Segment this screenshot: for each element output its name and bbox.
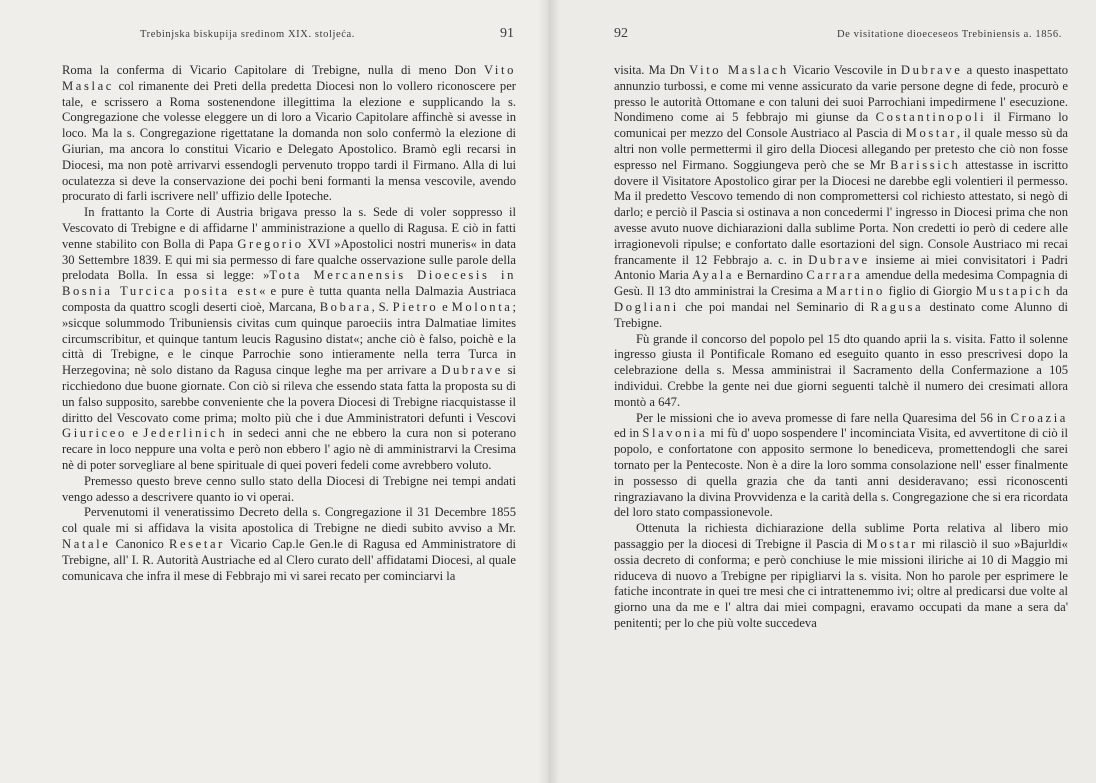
spaced-name: Slavonia xyxy=(642,426,708,441)
text-run: si ricchiedono due buone giornate. Con ciò si rileva che essendo stata fatta la proposta su di un falso supposito, sarebbe conveniente che la povera Diocesi di Trebigne riacquistasse il diritto del Vescovato come prima; molto più che i due Amministratori defunti i Vescovi xyxy=(62,363,516,425)
text-run: ed in xyxy=(614,426,643,441)
left-running-head xyxy=(62,26,516,48)
spaced-name: Dubrave xyxy=(808,252,870,267)
text-run: figlio di Giorgio xyxy=(884,284,976,299)
text-run: e xyxy=(126,426,144,441)
text-run: Fù grande il concorso del popolo pel 15 dto quando aprii la s. visita. Fatto il solenne ingresso giusta il Pontificale Romano ed eseguito quanto in esso prescrivesi dopo la celebrazione della s. Messa amministrai il Sacramento della Confermazione a 105 individui. Crebbe la gente nei due giorni seguenti talchè il numero dei cresimati allora montò a 647. xyxy=(614,331,1068,409)
text-run: amendue della medesima Compagnia di Gesù. Il 13 dto amministrai la Cresima a xyxy=(614,268,1068,299)
paragraph xyxy=(62,205,516,474)
paragraph xyxy=(62,63,516,205)
text-run: Per le missioni che io aveva promesse di fare nella Quaresima del 56 in xyxy=(636,410,1011,425)
text-run: mi fù d' uopo sospendere l' incominciata Visita, ed avvertitone di ciò il popolo, e confortatone con apposito sermone lo benediceva, promettendogli che sarei tornato per la Pentecoste. Non è a dire la loro somma consolazione nell' esser finalmente in possesso di quella grazia che da tanti anni desideravano; essi riconoscenti ringraziavano la divina Provvidenza e la carità della s. Congregazione che si era ricordata del loro stato compassionevole. xyxy=(614,426,1068,520)
text-run: e xyxy=(438,299,452,314)
left-body-text xyxy=(62,63,516,584)
right-running-title: De visitatione dioeceseos Trebiniensis a. 1856. xyxy=(836,29,1062,40)
text-run: il Firmano lo comunicai per mezzo del Console Austriaco al Pascia di xyxy=(614,110,1068,141)
spaced-name: Croazia xyxy=(1010,410,1068,425)
paragraph xyxy=(614,332,1068,411)
spaced-name: Dubrave xyxy=(441,363,503,378)
text-run: « e pure è tutta quanta nella Dalmazia Austriaca composta da quattro scogli deserti cioè, Marcana, xyxy=(62,284,516,314)
left-page-number: 91 xyxy=(500,26,514,41)
spaced-name: Costantinopoli xyxy=(875,110,987,125)
spaced-name: Tota Mercanensis Dioecesis in Bosnia Turcica posita est xyxy=(62,268,516,299)
spaced-name: Ragusa xyxy=(870,299,924,314)
text-run: destinato come Alunno di Trebigne. xyxy=(614,299,1068,330)
spaced-name: Mostar xyxy=(905,126,957,141)
paragraph xyxy=(614,521,1068,632)
text-run: insieme ai miei convisitatori i Padri Antonio Maria xyxy=(614,252,1068,283)
text-run: Vicario Cap.le Gen.le di Ragusa ed Amministratore di Trebigne, all' I. R. Autorità Austriache ed al Clero curato dell' affidatami Diocesi, al quale comunicava che infra il mese di Febbrajo mi vi sarei recato per cominciarvi la xyxy=(62,536,516,583)
spaced-name: Mustapich xyxy=(975,284,1053,299)
text-run: a questo inaspettato annunzio turbossi, e come mi venne assicurato da varie persone degne di fede, procurò e presso le autorità Ottomane e con taluni dei suoi Parrochiani impedirmene l' esecuzione. Nondimeno come ai 5 febbrajo mi giunse da xyxy=(614,63,1068,125)
spaced-name: Dogliani xyxy=(614,299,679,314)
spaced-name: Dubrave xyxy=(900,63,963,77)
spaced-name: Martino xyxy=(826,284,885,299)
right-body-text xyxy=(614,63,1068,632)
spaced-name: Carrara xyxy=(806,268,863,283)
spaced-name: Jederlinich xyxy=(143,426,228,441)
paragraph xyxy=(62,505,516,584)
text-run: ; »sicque solummodo Tribuniensis civitas cum quinque paroeciis intra Dalmatiae limites circumscribitur, et quinque tantum leucis Ragusino distat«; anche ciò è falso, poichè e la città di Trebigne, e le cinque Parrochie sono intieramente nella terra Turca in Herzegovina; nè solo distano da Ragusa cinque leghe ma per arrivare a xyxy=(62,299,516,378)
text-run: che poi mandai nel Seminario di xyxy=(678,299,871,314)
text-run: In frattanto la Corte di Austria brigava presso la s. Sede di voler soppresso il Vescovato di Trebigne e di affidarne l' amministrazione a quello di Ragusa. E ciò in fatti venne stabilito con Bolla di Papa xyxy=(62,205,516,251)
spaced-name: Barissich xyxy=(890,157,961,172)
text-run: Roma la conferma di Vicario Capitolare di Trebigne, nulla di meno Don xyxy=(62,63,484,77)
text-run: , il quale messo sù da altri non volle permettermi il giro della Diocesi allegando per pretesto che ciò non fosse espresso nel Firmano. Soggiungeva però che se Mr xyxy=(614,126,1068,172)
spaced-name: Mostar xyxy=(866,536,918,551)
text-run: XVI »Apostolici nostri muneris« in data 30 Settembre 1839. E qui mi sia permesso di fare qualche osservazione sulle parole della prelodata Bolla. In essa si legge: » xyxy=(62,236,516,283)
spaced-name: Vito Maslach xyxy=(689,63,789,77)
text-run: , S. xyxy=(371,299,393,314)
left-running-title: Trebinjska biskupija sredinom XIX. stoljeća. xyxy=(140,29,355,40)
spaced-name: Pietro xyxy=(392,299,439,314)
right-page xyxy=(548,0,1096,783)
text-run: Pervenutomi il veneratissimo Decreto della s. Congregazione il 31 Decembre 1855 col quale mi si affidava la visita apostolica di Trebigne ne diedi subito avviso a Mr. xyxy=(62,505,516,536)
paragraph xyxy=(614,63,1068,332)
text-run: Premesso questo breve cenno sullo stato della Diocesi di Trebigne nei tempi andati vengo adesso a descrivere quanto io vi operai. xyxy=(62,473,516,504)
text-run: Ottenuta la richiesta dichiarazione della sublime Porta relativa al libero mio passaggio per la diocesi di Trebigne il Pascia di xyxy=(614,521,1068,551)
text-run: attestasse in iscritto dovere il Visitatore Apostolico girar per la Diocesi ne darebbe egli volentieri il permesso. Ma il predetto Vescovo temendo di non compromettersi col richiesto attestato, si negò di darlo; e perciò il Pascia si ostinava a non concedermi l' ingresso in Diocesi prima che non avesse avuto nuove dichiarazioni dalla sublime Porta. Non credetti io però di cedere alle irragionevoli ripulse; e confortato dalle esortazioni del sign. Console Austriaco mi recai francamente il 12 Febbrajo a. c. in xyxy=(614,157,1068,267)
right-running-head xyxy=(614,26,1068,48)
spaced-name: Resetar xyxy=(168,536,225,551)
text-run: da xyxy=(1052,284,1068,299)
text-run: Vicario Vescovile in xyxy=(788,63,901,77)
spaced-name: Giuriceo xyxy=(62,426,127,441)
text-run: mi rilasciò il suo »Bajurldi« ossia decreto di conforma; e però conchiuse le mie missioni iliriche ai 10 di Maggio mi riduceva di nuovo a Trebigne per ripigliarvi la s. visita. Non ho parole per esprimere le fatiche incontrate in quei tre mesi che ci intrattenemmo ivi; oltre al predicarsi due volte al giorno una da me e l' altra dai miei compagni, eravamo occupati da mane a sera da' penitenti; per lo che più volte succedeva xyxy=(614,536,1068,630)
spaced-name: Gregorio xyxy=(237,236,304,251)
text-run: col rimanente dei Preti della predetta Diocesi non lo vollero riconoscere per tale, e scrissero a Roma sostenendone illegittima la elezione e supplicando la s. Congregazione che volesse eleggere un di loro a Vicario Capitolare affinchè si avesse in loco. Ma la s. Congregazione rigettatane la domanda non solo confermò la elezione di Giurian, ma ancora lo constitui Vicario e Delegato Apostolico. Bramò egli recarsi in Diocesi, ma non potè arrivarvi essendogli pervenuto troppo tardi il Firmano. Alla di lui oculatezza si deve la conservazione dei pochi beni formanti la mensa vescovile, avendo procurato di farli iscrivere nell' uffizio delle Ipoteche. xyxy=(62,78,516,204)
spaced-name: Ayala xyxy=(692,268,735,283)
spaced-name: Natale xyxy=(62,536,111,551)
spaced-name: Bobara xyxy=(319,299,372,314)
text-run: visita. Ma Dn xyxy=(614,63,690,77)
right-page-number: 92 xyxy=(614,26,628,41)
text-run: e Bernardino xyxy=(734,268,807,283)
spaced-name: Molonta xyxy=(451,299,513,314)
spaced-name: Vito Maslac xyxy=(62,63,516,93)
text-run: in sedeci anni che ne ebbero la cura non si poterano recare in loco neppure una volta e però non ebbero l' agio nè di amministrarvi la Cresima nè di poter sorvegliare al bene spirituale di quei poveri fedeli come avrebbero voluto. xyxy=(62,426,516,472)
text-run: Canonico xyxy=(110,536,169,551)
paragraph xyxy=(614,411,1068,522)
paragraph xyxy=(62,474,516,506)
